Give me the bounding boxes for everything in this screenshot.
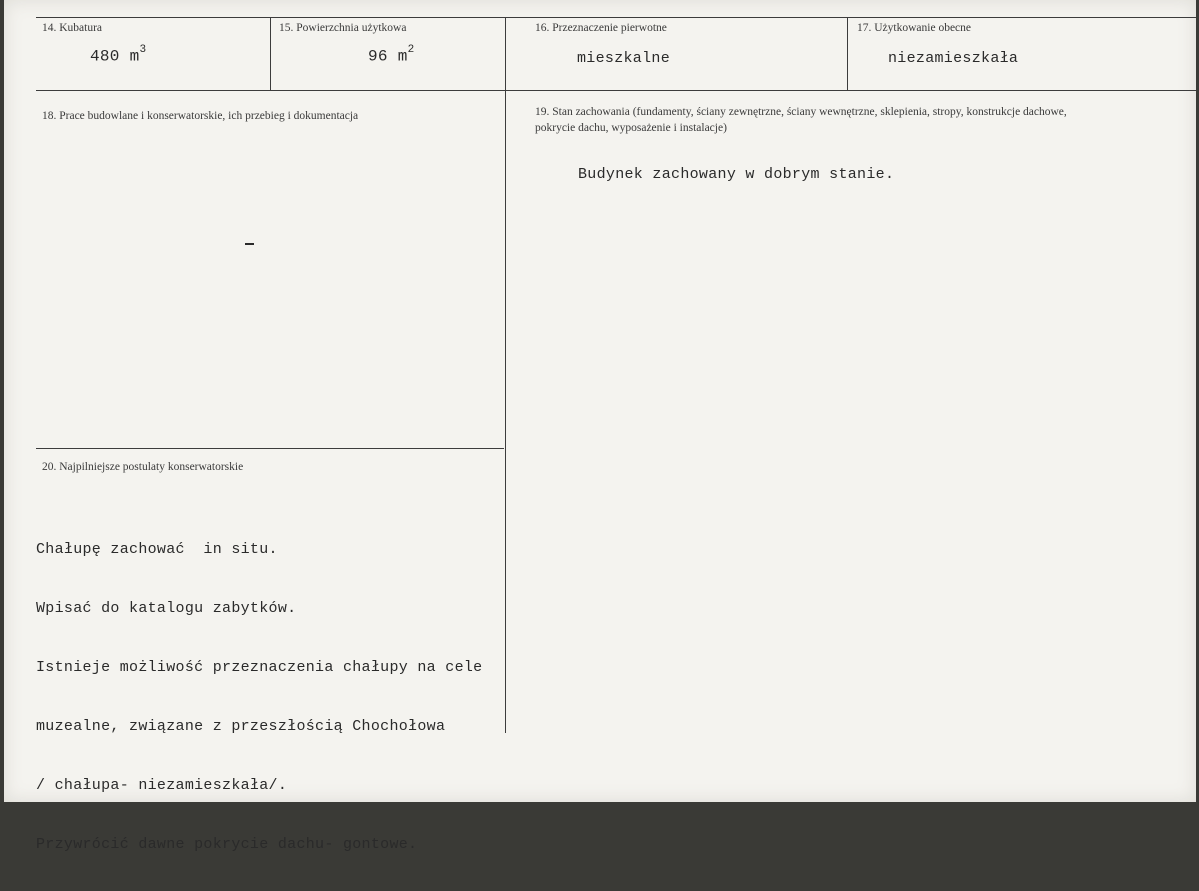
powierzchnia-number: 96 m: [368, 47, 408, 66]
postulaty-line-5: / chałupa- niezamieszkała/.: [36, 777, 288, 794]
postulaty-label: 20. Najpilniejsze postulaty konserwatorskie: [42, 461, 244, 473]
col-divider-17: [847, 17, 848, 90]
stan-value: Budynek zachowany w dobrym stanie.: [578, 166, 895, 183]
postulaty-text: [36, 503, 482, 891]
prace-value-dash: [245, 243, 254, 245]
col-divider-16: [505, 17, 506, 733]
prace-label: 18. Prace budowlane i konserwatorskie, ich przebieg i dokumentacja: [42, 110, 359, 122]
record-card: [4, 0, 1196, 853]
top-rule: [36, 17, 1196, 18]
postulaty-line-1: Chałupę zachować in situ.: [36, 541, 278, 558]
kubatura-value: [90, 46, 146, 65]
uzytkowanie-label: 17. Użytkowanie obecne: [857, 22, 972, 34]
col-divider-15: [270, 17, 271, 90]
przeznaczenie-label: 16. Przeznaczenie pierwotne: [535, 22, 667, 34]
kubatura-number: 480 m: [90, 47, 140, 66]
powierzchnia-exponent: 2: [407, 44, 415, 56]
kubatura-label: 14. Kubatura: [42, 22, 103, 34]
uzytkowanie-value: niezamieszkała: [888, 50, 1019, 67]
postulaty-line-2: Wpisać do katalogu zabytków.: [36, 600, 297, 617]
powierzchnia-label: 15. Powierzchnia użytkowa: [279, 22, 407, 34]
postulaty-line-6: Przywrócić dawne pokrycie dachu- gontowe.: [36, 836, 418, 853]
powierzchnia-value: [368, 46, 415, 65]
przeznaczenie-value: mieszkalne: [577, 50, 671, 67]
postulaty-line-3: Istnieje możliwość przeznaczenia chałupy na cele: [36, 659, 483, 676]
row1-bottom-rule: [36, 90, 1196, 91]
section-divider-rule: [36, 448, 504, 449]
postulaty-line-4: muzealne, związane z przeszłością Chochołowa: [36, 718, 446, 735]
kubatura-exponent: 3: [139, 44, 147, 56]
stan-label: 19. Stan zachowania (fundamenty, ściany zewnętrzne, ściany wewnętrzne, sklepienia, stropy, konstrukcje dachowe, pokrycie dachu, wyposażenie i instalacje): [535, 106, 1067, 134]
